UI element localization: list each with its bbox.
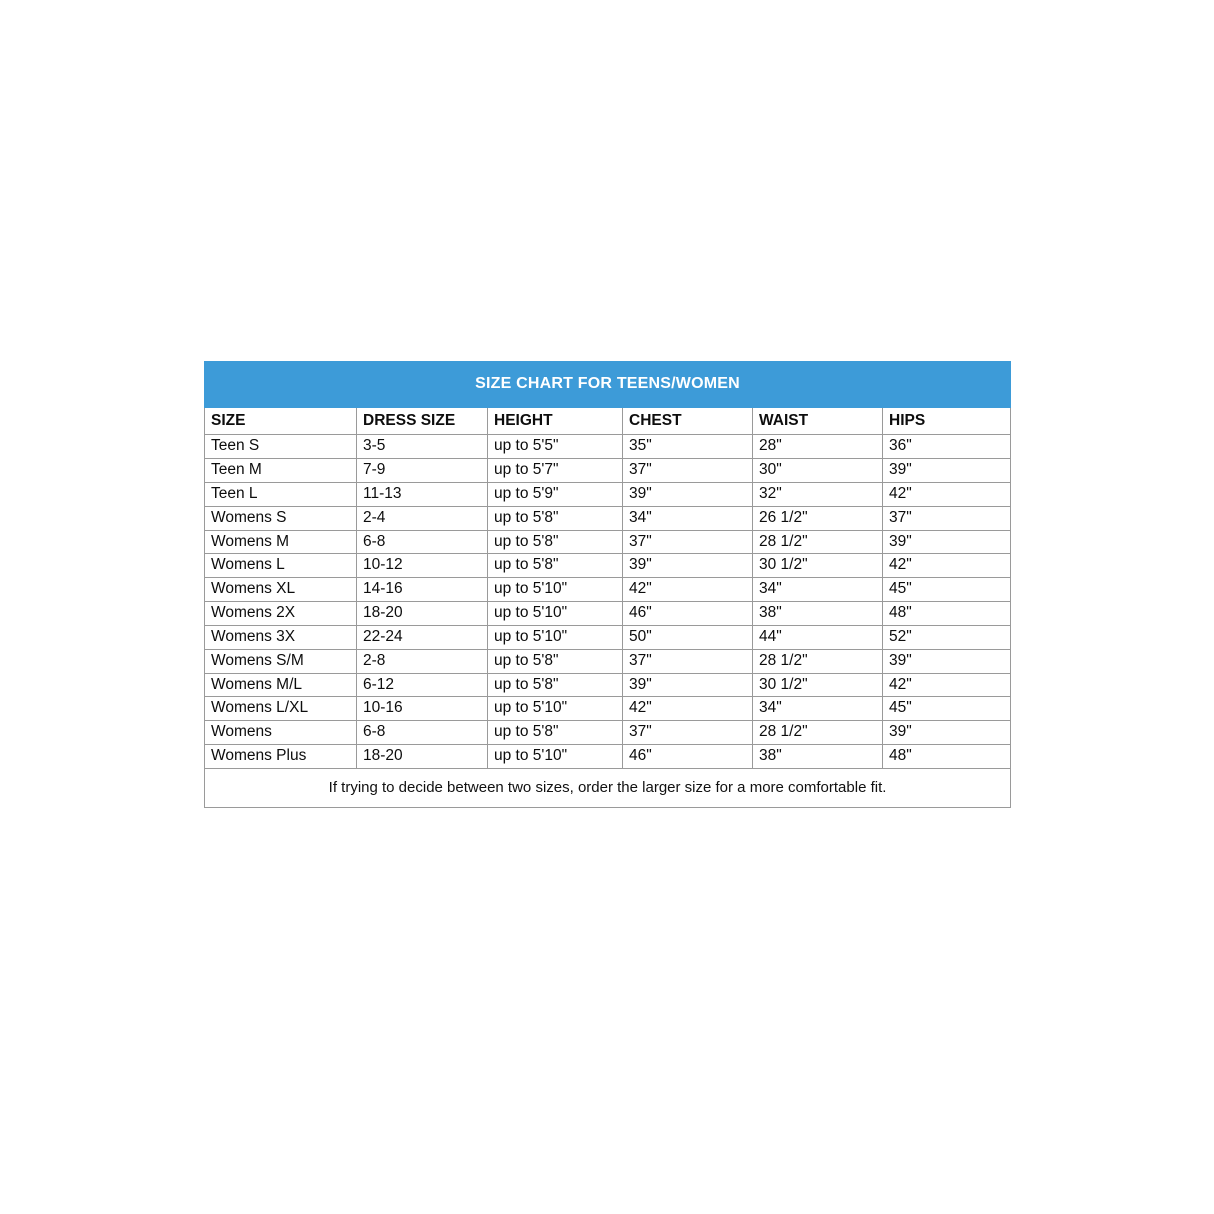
table-cell: 48" [883,602,1011,626]
table-cell: 35" [623,435,753,459]
column-header-chest: CHEST [623,408,753,435]
table-cell: 34" [753,578,883,602]
table-cell: 34" [623,506,753,530]
table-cell: Womens S [205,506,357,530]
chart-note-row [205,768,1011,807]
table-cell: Womens [205,721,357,745]
chart-title: SIZE CHART FOR TEENS/WOMEN [205,362,1011,408]
table-cell: 30" [753,459,883,483]
table-cell: up to 5'8" [488,530,623,554]
table-cell: 30 1/2" [753,673,883,697]
table-cell: 46" [623,602,753,626]
table-cell: up to 5'7" [488,459,623,483]
table-cell: up to 5'10" [488,602,623,626]
table-row [205,482,1011,506]
table-cell: 42" [883,673,1011,697]
table-cell: 11-13 [357,482,488,506]
table-cell: 42" [623,697,753,721]
table-cell: 30 1/2" [753,554,883,578]
table-cell: 34" [753,697,883,721]
table-cell: 32" [753,482,883,506]
table-cell: 18-20 [357,745,488,769]
table-cell: Womens XL [205,578,357,602]
table-cell: Womens 3X [205,625,357,649]
table-cell: 37" [623,459,753,483]
chart-title-row [205,362,1011,408]
table-cell: 39" [883,649,1011,673]
table-row [205,673,1011,697]
column-header-hips: HIPS [883,408,1011,435]
table-cell: 37" [883,506,1011,530]
table-cell: 42" [623,578,753,602]
table-cell: 37" [623,649,753,673]
table-cell: 10-12 [357,554,488,578]
table-cell: 22-24 [357,625,488,649]
table-cell: 26 1/2" [753,506,883,530]
column-header-height: HEIGHT [488,408,623,435]
table-cell: 39" [883,530,1011,554]
table-cell: 52" [883,625,1011,649]
table-cell: up to 5'10" [488,745,623,769]
table-cell: up to 5'8" [488,506,623,530]
table-cell: Womens M [205,530,357,554]
chart-note: If trying to decide between two sizes, order the larger size for a more comfortable fit. [205,768,1011,807]
table-cell: 37" [623,721,753,745]
table-cell: 2-8 [357,649,488,673]
table-cell: 39" [883,721,1011,745]
table-cell: 7-9 [357,459,488,483]
table-cell: 39" [623,482,753,506]
table-row [205,721,1011,745]
size-chart-container [204,361,1010,808]
table-row [205,435,1011,459]
size-chart-table [204,361,1011,808]
table-cell: 48" [883,745,1011,769]
table-cell: 38" [753,602,883,626]
table-cell: up to 5'10" [488,578,623,602]
table-cell: 28" [753,435,883,459]
table-cell: up to 5'9" [488,482,623,506]
table-cell: 6-8 [357,721,488,745]
table-cell: Womens 2X [205,602,357,626]
table-cell: 36" [883,435,1011,459]
table-cell: 28 1/2" [753,721,883,745]
column-header-row [205,408,1011,435]
table-row [205,459,1011,483]
table-cell: 45" [883,578,1011,602]
table-row [205,578,1011,602]
table-row [205,602,1011,626]
table-cell: Teen M [205,459,357,483]
table-cell: 45" [883,697,1011,721]
table-cell: 39" [883,459,1011,483]
table-cell: 10-16 [357,697,488,721]
table-cell: 39" [623,673,753,697]
table-cell: 6-8 [357,530,488,554]
table-cell: 18-20 [357,602,488,626]
table-cell: 42" [883,482,1011,506]
table-row [205,745,1011,769]
column-header-waist: WAIST [753,408,883,435]
table-cell: 37" [623,530,753,554]
table-row [205,506,1011,530]
table-cell: up to 5'8" [488,649,623,673]
table-row [205,625,1011,649]
table-cell: Womens M/L [205,673,357,697]
table-cell: up to 5'10" [488,625,623,649]
table-cell: 3-5 [357,435,488,459]
table-row [205,530,1011,554]
table-cell: Teen S [205,435,357,459]
table-row [205,649,1011,673]
table-row [205,554,1011,578]
table-cell: 28 1/2" [753,530,883,554]
table-cell: 39" [623,554,753,578]
table-cell: Teen L [205,482,357,506]
table-cell: 46" [623,745,753,769]
table-cell: 42" [883,554,1011,578]
table-cell: up to 5'5" [488,435,623,459]
table-cell: up to 5'8" [488,673,623,697]
table-cell: 6-12 [357,673,488,697]
table-cell: Womens S/M [205,649,357,673]
column-header-size: SIZE [205,408,357,435]
table-cell: 50" [623,625,753,649]
table-cell: up to 5'10" [488,697,623,721]
table-cell: Womens L [205,554,357,578]
column-header-dress-size: DRESS SIZE [357,408,488,435]
table-row [205,697,1011,721]
table-cell: 28 1/2" [753,649,883,673]
table-cell: Womens L/XL [205,697,357,721]
table-cell: up to 5'8" [488,721,623,745]
table-cell: up to 5'8" [488,554,623,578]
table-cell: 44" [753,625,883,649]
table-cell: 38" [753,745,883,769]
table-cell: Womens Plus [205,745,357,769]
table-cell: 14-16 [357,578,488,602]
table-cell: 2-4 [357,506,488,530]
